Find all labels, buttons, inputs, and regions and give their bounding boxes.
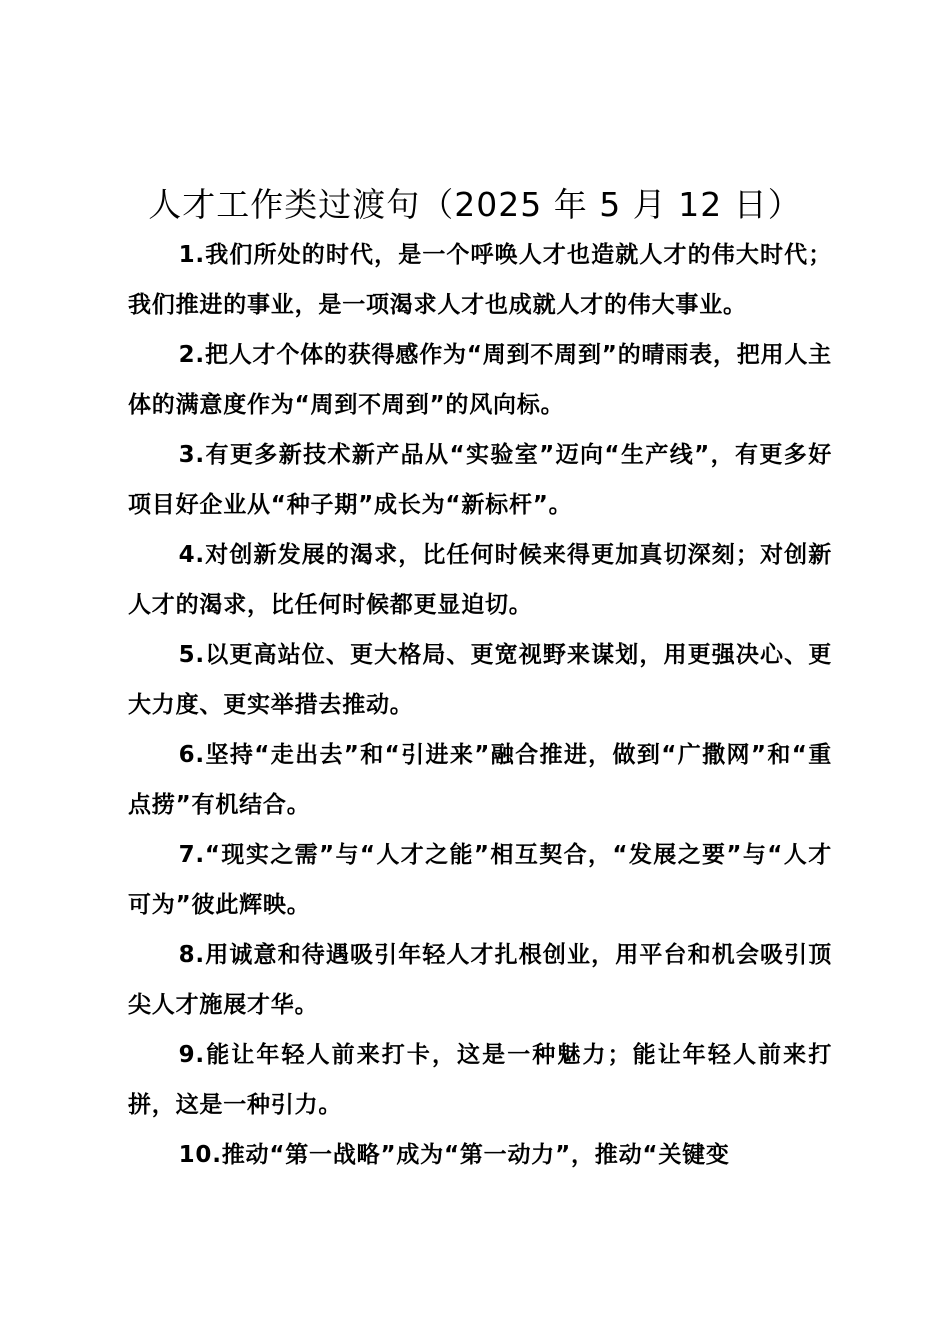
- document-title: 人才工作类过渡句（2025 年 5 月 12 日）: [148, 185, 802, 224]
- paragraph-1: 1.我们所处的时代，是一个呼唤人才也造就人才的伟大时代；我们推进的事业，是一项渴求人才也成就人才的伟大事业。: [128, 242, 832, 318]
- paragraph-6: 6.坚持“走出去”和“引进来”融合推进，做到“广撒网”和“重点捞”有机结合。: [128, 742, 832, 818]
- paragraph-5: 5.以更高站位、更大格局、更宽视野来谋划，用更强决心、更大力度、更实举措去推动。: [128, 642, 832, 718]
- paragraph-9: 9.能让年轻人前来打卡，这是一种魅力；能让年轻人前来打拼，这是一种引力。: [128, 1042, 832, 1118]
- paragraph-3: 3.有更多新技术新产品从“实验室”迈向“生产线”，有更多好项目好企业从“种子期”成长为“新标杆”。: [128, 442, 832, 518]
- paragraph-2: 2.把人才个体的获得感作为“周到不周到”的晴雨表，把用人主体的满意度作为“周到不周到”的风向标。: [128, 342, 832, 418]
- document-body: [128, 230, 832, 1180]
- paragraph-10: 10.推动“第一战略”成为“第一动力”，推动“关键变: [178, 1142, 730, 1168]
- paragraph-4: 4.对创新发展的渴求，比任何时候来得更加真切深刻；对创新人才的渴求，比任何时候都更显迫切。: [128, 542, 832, 618]
- paragraph-7: 7.“现实之需”与“人才之能”相互契合，“发展之要”与“人才可为”彼此辉映。: [128, 842, 832, 918]
- paragraph-8: 8.用诚意和待遇吸引年轻人才扎根创业，用平台和机会吸引顶尖人才施展才华。: [128, 942, 832, 1018]
